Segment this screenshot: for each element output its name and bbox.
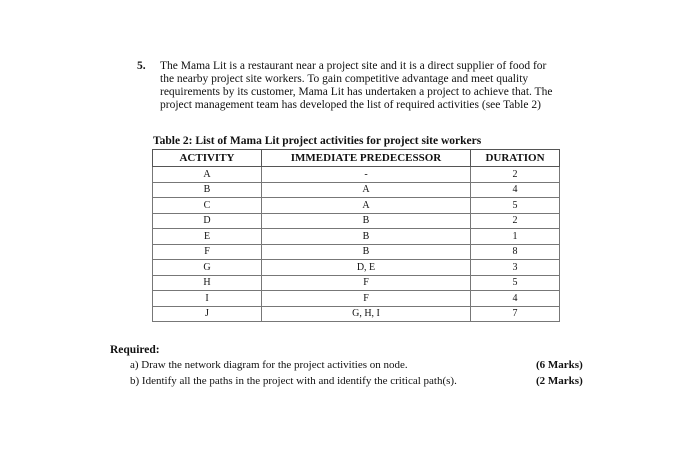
paragraph-line: The Mama Lit is a restaurant near a project site and it is a direct supplier of food for <box>160 60 547 72</box>
cell-activity: H <box>153 275 262 291</box>
header-predecessor: IMMEDIATE PREDECESSOR <box>262 150 471 167</box>
table-row <box>153 260 560 276</box>
table-row <box>153 182 560 198</box>
required-heading: Required: <box>110 344 160 356</box>
table-row <box>153 167 560 183</box>
table-row <box>153 213 560 229</box>
table-row <box>153 291 560 307</box>
cell-predecessor: A <box>262 182 471 198</box>
table-row <box>153 244 560 260</box>
cell-activity: G <box>153 260 262 276</box>
cell-predecessor: B <box>262 213 471 229</box>
paragraph-line: project management team has developed the list of required activities (see Table 2) <box>160 99 541 111</box>
cell-predecessor: D, E <box>262 260 471 276</box>
paragraph-line: the nearby project site workers. To gain competitive advantage and meet quality <box>160 73 529 85</box>
cell-predecessor: B <box>262 244 471 260</box>
cell-predecessor: G, H, I <box>262 306 471 322</box>
cell-activity: A <box>153 167 262 183</box>
table-row <box>153 198 560 214</box>
cell-predecessor: - <box>262 167 471 183</box>
required-item-a: a) Draw the network diagram for the project activities on node. <box>130 359 408 371</box>
table-row <box>153 306 560 322</box>
table-title: Table 2: List of Mama Lit project activities for project site workers <box>153 135 482 147</box>
header-duration: DURATION <box>471 150 560 167</box>
cell-activity: I <box>153 291 262 307</box>
cell-duration: 3 <box>471 260 560 276</box>
header-activity: ACTIVITY <box>153 150 262 167</box>
cell-duration: 1 <box>471 229 560 245</box>
cell-predecessor: F <box>262 275 471 291</box>
cell-predecessor: A <box>262 198 471 214</box>
cell-activity: F <box>153 244 262 260</box>
cell-duration: 5 <box>471 198 560 214</box>
paragraph-line: requirements by its customer, Mama Lit has undertaken a project to achieve that. The <box>160 86 553 98</box>
cell-duration: 5 <box>471 275 560 291</box>
activities-table <box>152 149 560 322</box>
cell-predecessor: F <box>262 291 471 307</box>
marks-item-a: (6 Marks) <box>536 359 583 371</box>
cell-activity: B <box>153 182 262 198</box>
cell-duration: 4 <box>471 182 560 198</box>
cell-duration: 2 <box>471 167 560 183</box>
cell-activity: J <box>153 306 262 322</box>
cell-duration: 8 <box>471 244 560 260</box>
question-number: 5. <box>137 60 146 72</box>
required-item-b: b) Identify all the paths in the project with and identify the critical path(s). <box>130 375 457 387</box>
marks-item-b: (2 Marks) <box>536 375 583 387</box>
question-paragraph <box>160 60 600 112</box>
cell-duration: 4 <box>471 291 560 307</box>
cell-duration: 2 <box>471 213 560 229</box>
table-row <box>153 275 560 291</box>
cell-activity: C <box>153 198 262 214</box>
cell-predecessor: B <box>262 229 471 245</box>
table-row <box>153 229 560 245</box>
table-header-row <box>153 150 560 167</box>
cell-duration: 7 <box>471 306 560 322</box>
cell-activity: E <box>153 229 262 245</box>
cell-activity: D <box>153 213 262 229</box>
